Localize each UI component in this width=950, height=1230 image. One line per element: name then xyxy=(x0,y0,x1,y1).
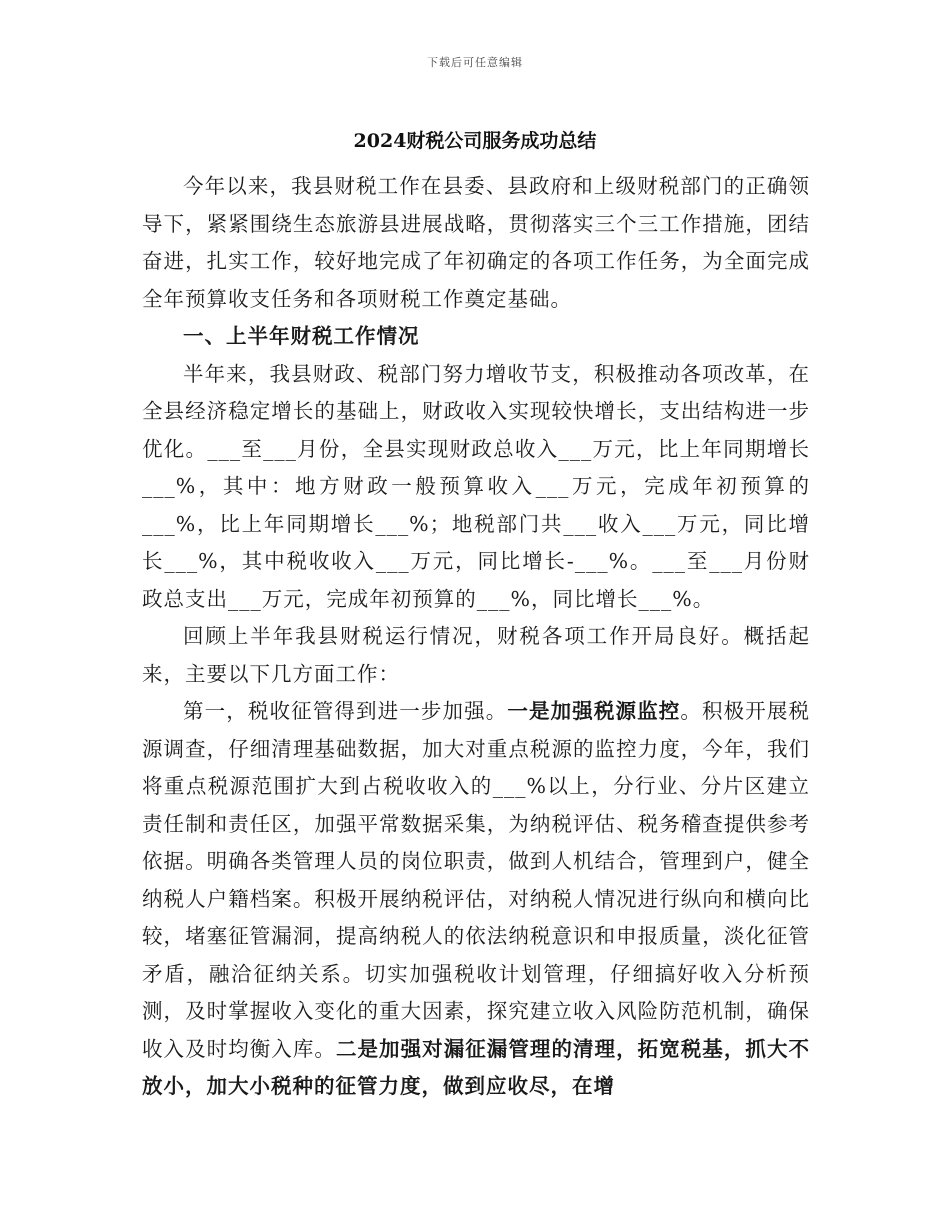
paragraph-tax-collection-point-1: 一是加强税源监控 xyxy=(507,699,681,723)
section-heading-1: 一、上半年财税工作情况 xyxy=(183,324,420,348)
paragraph-revenue: 半年来，我县财政、税部门努力增收节支，积极推动各项改革，在全县经济稳定增长的基础上，财政收入实现较快增长，支出结构进一步优化。___至___月份，全县实现财政总收入___万元，比上年同期增长___%，其中：地方财政一般预算收入___万元，完成年初预算的___%，比上年同期增长___%；地税部门共___收入___万元，同比增长___%，其中税收收入___万元，同比增长-___%。___至___月份财政总支出___万元，完成年初预算的___%，同比增长___%。 xyxy=(142,361,810,611)
document-body xyxy=(142,168,810,1106)
paragraph-tax-collection xyxy=(142,693,810,1106)
document-title: 2024财税公司服务成功总结 xyxy=(353,130,597,152)
paragraph-intro: 今年以来，我县财税工作在县委、县政府和上级财税部门的正确领导下，紧紧围绕生态旅游县进展战略，贯彻落实三个三工作措施，团结奋进，扎实工作，较好地完成了年初确定的各项工作任务，为全面完成全年预算收支任务和各项财税工作奠定基础。 xyxy=(142,174,810,311)
paragraph-review: 回顾上半年我县财税运行情况，财税各项工作开局良好。概括起来，主要以下几方面工作： xyxy=(142,624,810,686)
paragraph-tax-collection-lead: 第一，税收征管得到进一步加强。 xyxy=(183,699,508,723)
header-note: 下载后可任意编辑 xyxy=(427,56,523,69)
paragraph-tax-collection-body: 。积极开展税源调查，仔细清理基础数据，加大对重点税源的监控力度，今年，我们将重点税源范围扩大到占税收收入的___%以上，分行业、分片区建立责任制和责任区，加强平常数据采集，为纳税评估、税务稽查提供参考依据。明确各类管理人员的岗位职责，做到人机结合，管理到户，健全纳税人户籍档案。积极开展纳税评估，对纳税人情况进行纵向和横向比较，堵塞征管漏洞，提高纳税人的依法纳税意识和申报质量，淡化征管矛盾，融洽征纳关系。切实加强税收计划管理，仔细搞好收入分析预测，及时掌握收入变化的重大因素，探究建立收入风险防范机制，确保收入及时均衡入库。 xyxy=(142,699,810,1061)
paragraph-tax-collection-point-2: 二是加强对漏征漏管理的清理，拓宽税基，抓大不放小，加大小税种的征管力度，做到应收尽，在增 xyxy=(142,1036,811,1098)
